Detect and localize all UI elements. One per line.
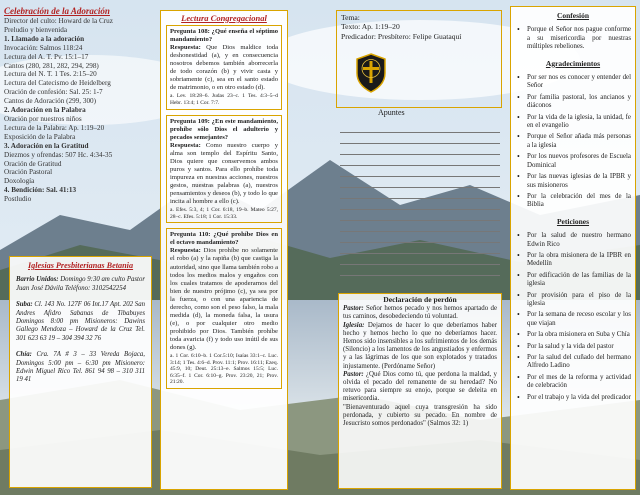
request-item: • Por la obra misionera de la IPBR en Medellín xyxy=(515,252,631,269)
prayer-column xyxy=(510,6,636,490)
sermon-preacher: Predicador: Presbítero: Felipe Guataquí xyxy=(341,31,462,41)
note-line xyxy=(340,254,500,265)
catechism-answer xyxy=(170,142,278,206)
program-line: Cantos (280, 281, 282, 294, 298) xyxy=(4,61,99,70)
sermon-notes xyxy=(336,10,502,300)
note-line xyxy=(340,199,500,210)
catechism-answer xyxy=(170,247,278,352)
catechism-question: Pregunta 110: ¿Qué prohíbe Dios en el octavo mandamiento? xyxy=(170,231,278,247)
answer-text: Que Dios maldice toda deshonestidad (a), y en consecuencia nosotros debemos también aborrecerla de todo corazón (b) y vivir casta y sobriamente (c), sea en el santo estado de matrimonio, o en otro estado (d). xyxy=(170,44,278,92)
pardon-paragraph xyxy=(343,305,497,321)
churches-title: Iglesias Presbiterianas Betania xyxy=(27,261,134,270)
note-line xyxy=(340,243,500,254)
thanks-item: • Por ser nos es conocer y entender del Señor xyxy=(515,74,631,91)
scripture-references: a. Efes. 5:3, 4; 1 Cor. 6:18, 19–b. Mateo 5:27, 28–c. Efes. 5:18; 1 Cor. 15:33. xyxy=(170,207,278,220)
confession-list xyxy=(515,26,631,51)
answer-label: Respuesta: xyxy=(170,247,201,255)
church-emblem-icon xyxy=(355,53,387,93)
answer-label: Respuesta: xyxy=(170,44,201,52)
note-line xyxy=(340,177,500,188)
thanks-item: • Por las nuevas iglesias de la IPBR y sus misioneros xyxy=(515,173,631,190)
church-name: Barrio Unidos: xyxy=(16,276,59,284)
sermon-info-box xyxy=(336,10,502,108)
pardon-paragraph xyxy=(343,404,497,429)
worship-program xyxy=(4,6,154,256)
note-lines xyxy=(340,122,500,276)
note-line xyxy=(340,155,500,166)
thanks-item: • Por familia pastoral, los ancianos y diáconos xyxy=(515,94,631,111)
pardon-paragraph xyxy=(343,322,497,371)
thanks-item: • Por la celebración del mes de la Biblia xyxy=(515,193,631,210)
speaker-label: Pastor: xyxy=(343,370,364,378)
scripture-references: a. Lev. 18:28–6. Judas 23–c. 1 Tes. 4:3–5–d Hebr. 13:4; 1 Cor. 7:7. xyxy=(170,93,278,107)
confession-title: Confesión xyxy=(556,11,590,20)
request-item: • Por la salud y la vida del pastor xyxy=(515,343,631,351)
answer-label: Respuesta: xyxy=(170,141,201,149)
thanks-list xyxy=(515,74,631,210)
church-details: Cra. 7A # 3 – 33 Vereda Bojaca, Domingos 5:00 pm – 6:30 pm Misionero: Edwin Miguel Rico Tel. 861 94 98 – 310 311 19 41 xyxy=(16,351,145,384)
churches-list xyxy=(16,276,145,384)
pardon-line: "Bienaventurado aquel cuya transgresión ha sido perdonada, y cubierto su pecado. En nombre de Jesucristo somos perdonados" (Salmos 32: 1) xyxy=(343,403,497,428)
program-line: Cantos de Adoración (299, 300) xyxy=(4,97,97,106)
program-line: Oración Pastoral xyxy=(4,168,53,177)
program-line: Oración por nuestros niños xyxy=(4,114,82,123)
catechism-question-box xyxy=(166,25,282,110)
catechism-question: Pregunta 109: ¿En este mandamiento, prohíbe sólo Dios el adulterio y pecados semejantes? xyxy=(170,117,278,141)
program-line: Postludio xyxy=(4,195,32,204)
answer-text: Dios prohíbe no solamente el robo (a) y la rapiña (b) que castiga la autoridad, sino que llama también robo a todos los medios malos y engaños con los cuales tratamos de apoderarnos del bien de nuestro prójimo (c), ya sea por la fuerza, o con una apariencia de derecho, como son el peso falso, la mala medida (d), la moneda falsa, la usura (e), o por cualquier otro medio prohibido por Dios. También prohíbe toda avaricia (f) y todo uso inútil de sus dones (g). xyxy=(170,247,278,351)
request-item: • Por la salud de nuestro hermano Edwin Rico xyxy=(515,232,631,249)
program-line: Preludio y bienvenida xyxy=(4,25,68,34)
program-line: Oración de Gratitud xyxy=(4,159,62,168)
church-entry xyxy=(16,276,145,293)
program-line: Lectura del N. T. 1 Tes. 2:15–20 xyxy=(4,70,97,79)
scripture-references: a. 1 Cor. 6:10–b. 1 Cor.5:10; Isaías 33:1–c. Luc. 3:14; 1 Tes. 4:6–d. Prov. 11:1; Prov. 16:11; Ezeq. 45:9, 10; Deut. 25:13–e. Salmos 15:5; Luc. 6:35–f. 1 Cor. 6:10–g. Prov. 23:20, 21; Prov. 21:20. xyxy=(170,353,278,386)
thanks-item: • Por la vida de la iglesia, la unidad, fe en el evangelio xyxy=(515,114,631,131)
confession-item: • Porque el Señor nos pague conforme a su misericordia por nuestras múltiples rebeliones. xyxy=(515,26,631,51)
program-line: Exposición de la Palabra xyxy=(4,132,76,141)
request-item: • Por la obra misionera en Suba y Chía xyxy=(515,331,631,339)
request-item: • Por la semana de receso escolar y los que viajan xyxy=(515,311,631,328)
catechism-question-box xyxy=(166,115,282,224)
program-line: Diezmos y ofrendas: 507 Hc. 4:34-35 xyxy=(4,150,113,159)
thanks-item: • Porque el Señor añada más personas a la iglesia xyxy=(515,133,631,150)
sermon-theme: Tema: xyxy=(341,13,360,22)
pardon-line: Dejamos de hacer lo que deberíamos haber hecho y hemos hecho lo que no deberíamos hacer. Hemos sido insensibles a los sufrimientos de los demás (Silencio) a los lamentos de los angustiados y enfermos y a las lágrimas de los que son explotados y tratados injustamente. (Perdóname Señor) xyxy=(343,321,497,370)
note-line xyxy=(340,265,500,276)
pardon-paragraph xyxy=(343,371,497,404)
note-line xyxy=(340,232,500,243)
catechism-question: Pregunta 108: ¿Qué enseña el séptimo mandamiento? xyxy=(170,28,278,44)
program-line: Director del culto: Howard de la Cruz xyxy=(4,17,113,25)
thanks-title: Agradecimientos xyxy=(545,58,601,68)
speaker-label: Iglesia: xyxy=(343,321,365,329)
program-line: Lectura de la Palabra: Ap. 1:19–20 xyxy=(4,123,105,132)
note-line xyxy=(340,144,500,155)
church-entry xyxy=(16,301,145,343)
requests-title: Peticiones xyxy=(556,216,590,226)
program-section-heading: 3. Adoración en la Gratitud xyxy=(4,141,89,150)
reading-title: Lectura Congregacional xyxy=(181,13,267,23)
note-line xyxy=(340,133,500,144)
note-line xyxy=(340,221,500,232)
program-line: Lectura del A. T. Pv. 15:1–17 xyxy=(4,52,89,61)
program-line: Invocación: Salmos 118:24 xyxy=(4,43,83,52)
program-line: Oración de confesión: Sal. 25: 1-7 xyxy=(4,88,103,97)
program-title: Celebración de la Adoración xyxy=(4,6,110,16)
congregational-reading xyxy=(160,10,288,490)
note-line xyxy=(340,188,500,199)
program-section-heading: 1. Llamado a la adoración xyxy=(4,34,85,43)
program-section-heading: 4. Bendición: Sal. 41:13 xyxy=(4,186,77,195)
program-list xyxy=(4,17,154,204)
speaker-label: Pastor: xyxy=(343,305,364,313)
thanks-item: • Por los nuevos profesores de Escuela Dominical xyxy=(515,153,631,170)
pardon-title: Declaración de perdón xyxy=(383,295,457,304)
sermon-text: Texto: Ap. 1:19–20 xyxy=(341,22,400,32)
request-item: • Por edificación de las familias de la iglesia xyxy=(515,272,631,289)
churches-box xyxy=(9,256,152,488)
request-item: • Por la salud del cuñado del hermano Alfredo Ladino xyxy=(515,354,631,371)
catechism-answer xyxy=(170,44,278,92)
church-details: Domingo 9:30 am culto Pastor Juan José Dávila Teléfono: 3102542254 xyxy=(16,276,145,292)
request-item: • Por el mes de la reforma y actividad de celebración xyxy=(515,374,631,391)
note-line xyxy=(340,166,500,177)
pardon-line: Señor hemos pecado y nos hemos apartado de tus caminos, desobedeciendo tú voluntad. xyxy=(343,305,497,321)
program-line: Doxología xyxy=(4,177,35,186)
pardon-line: ¿Qué Dios como tú, que perdona la maldad, y olvida el pecado del remanente de su heredad? No retuvo para siempre su enojo, porque se deleita en misericordia. xyxy=(343,370,497,403)
church-entry xyxy=(16,351,145,385)
church-name: Chía: xyxy=(16,351,32,359)
pardon-text xyxy=(343,305,497,428)
church-details: Cl. 143 No. 127F 06 Int.17 Apt. 202 San Andres Afidro Sabanas de Tibabuyes Domingos 8:00 pm Misioneros: Dawins Gallego Mendoza – Howard de la Cruz Tel. 301 623 63 19 – 304 394 32 76 xyxy=(16,301,145,342)
catechism-question-box xyxy=(166,228,282,389)
notes-title: Apuntes xyxy=(378,108,405,117)
note-line xyxy=(340,122,500,133)
request-item: • Por el trabajo y la vida del predicador xyxy=(515,394,631,402)
pardon-declaration xyxy=(338,293,502,489)
answer-text: Como nuestro cuerpo y alma son templo del Espíritu Santo, Dios quiere que conservemos ambos puros y santos. Para ello prohíbe toda impureza en nuestras acciones, nuestros gestos, nuestras palabras (a), nuestros pensamientos y deseos (b), y todo lo que incita al hombre a ello (c). xyxy=(170,141,278,206)
church-name: Suba: xyxy=(16,301,33,309)
catechism-qa-list xyxy=(166,25,282,389)
program-section-heading: 2. Adoración en la Palabra xyxy=(4,106,86,115)
request-item: • Por provisión para el piso de la iglesia xyxy=(515,292,631,309)
requests-list xyxy=(515,232,631,402)
program-line: Lectura del Catecismo de Heidelberg xyxy=(4,79,111,88)
note-line xyxy=(340,210,500,221)
